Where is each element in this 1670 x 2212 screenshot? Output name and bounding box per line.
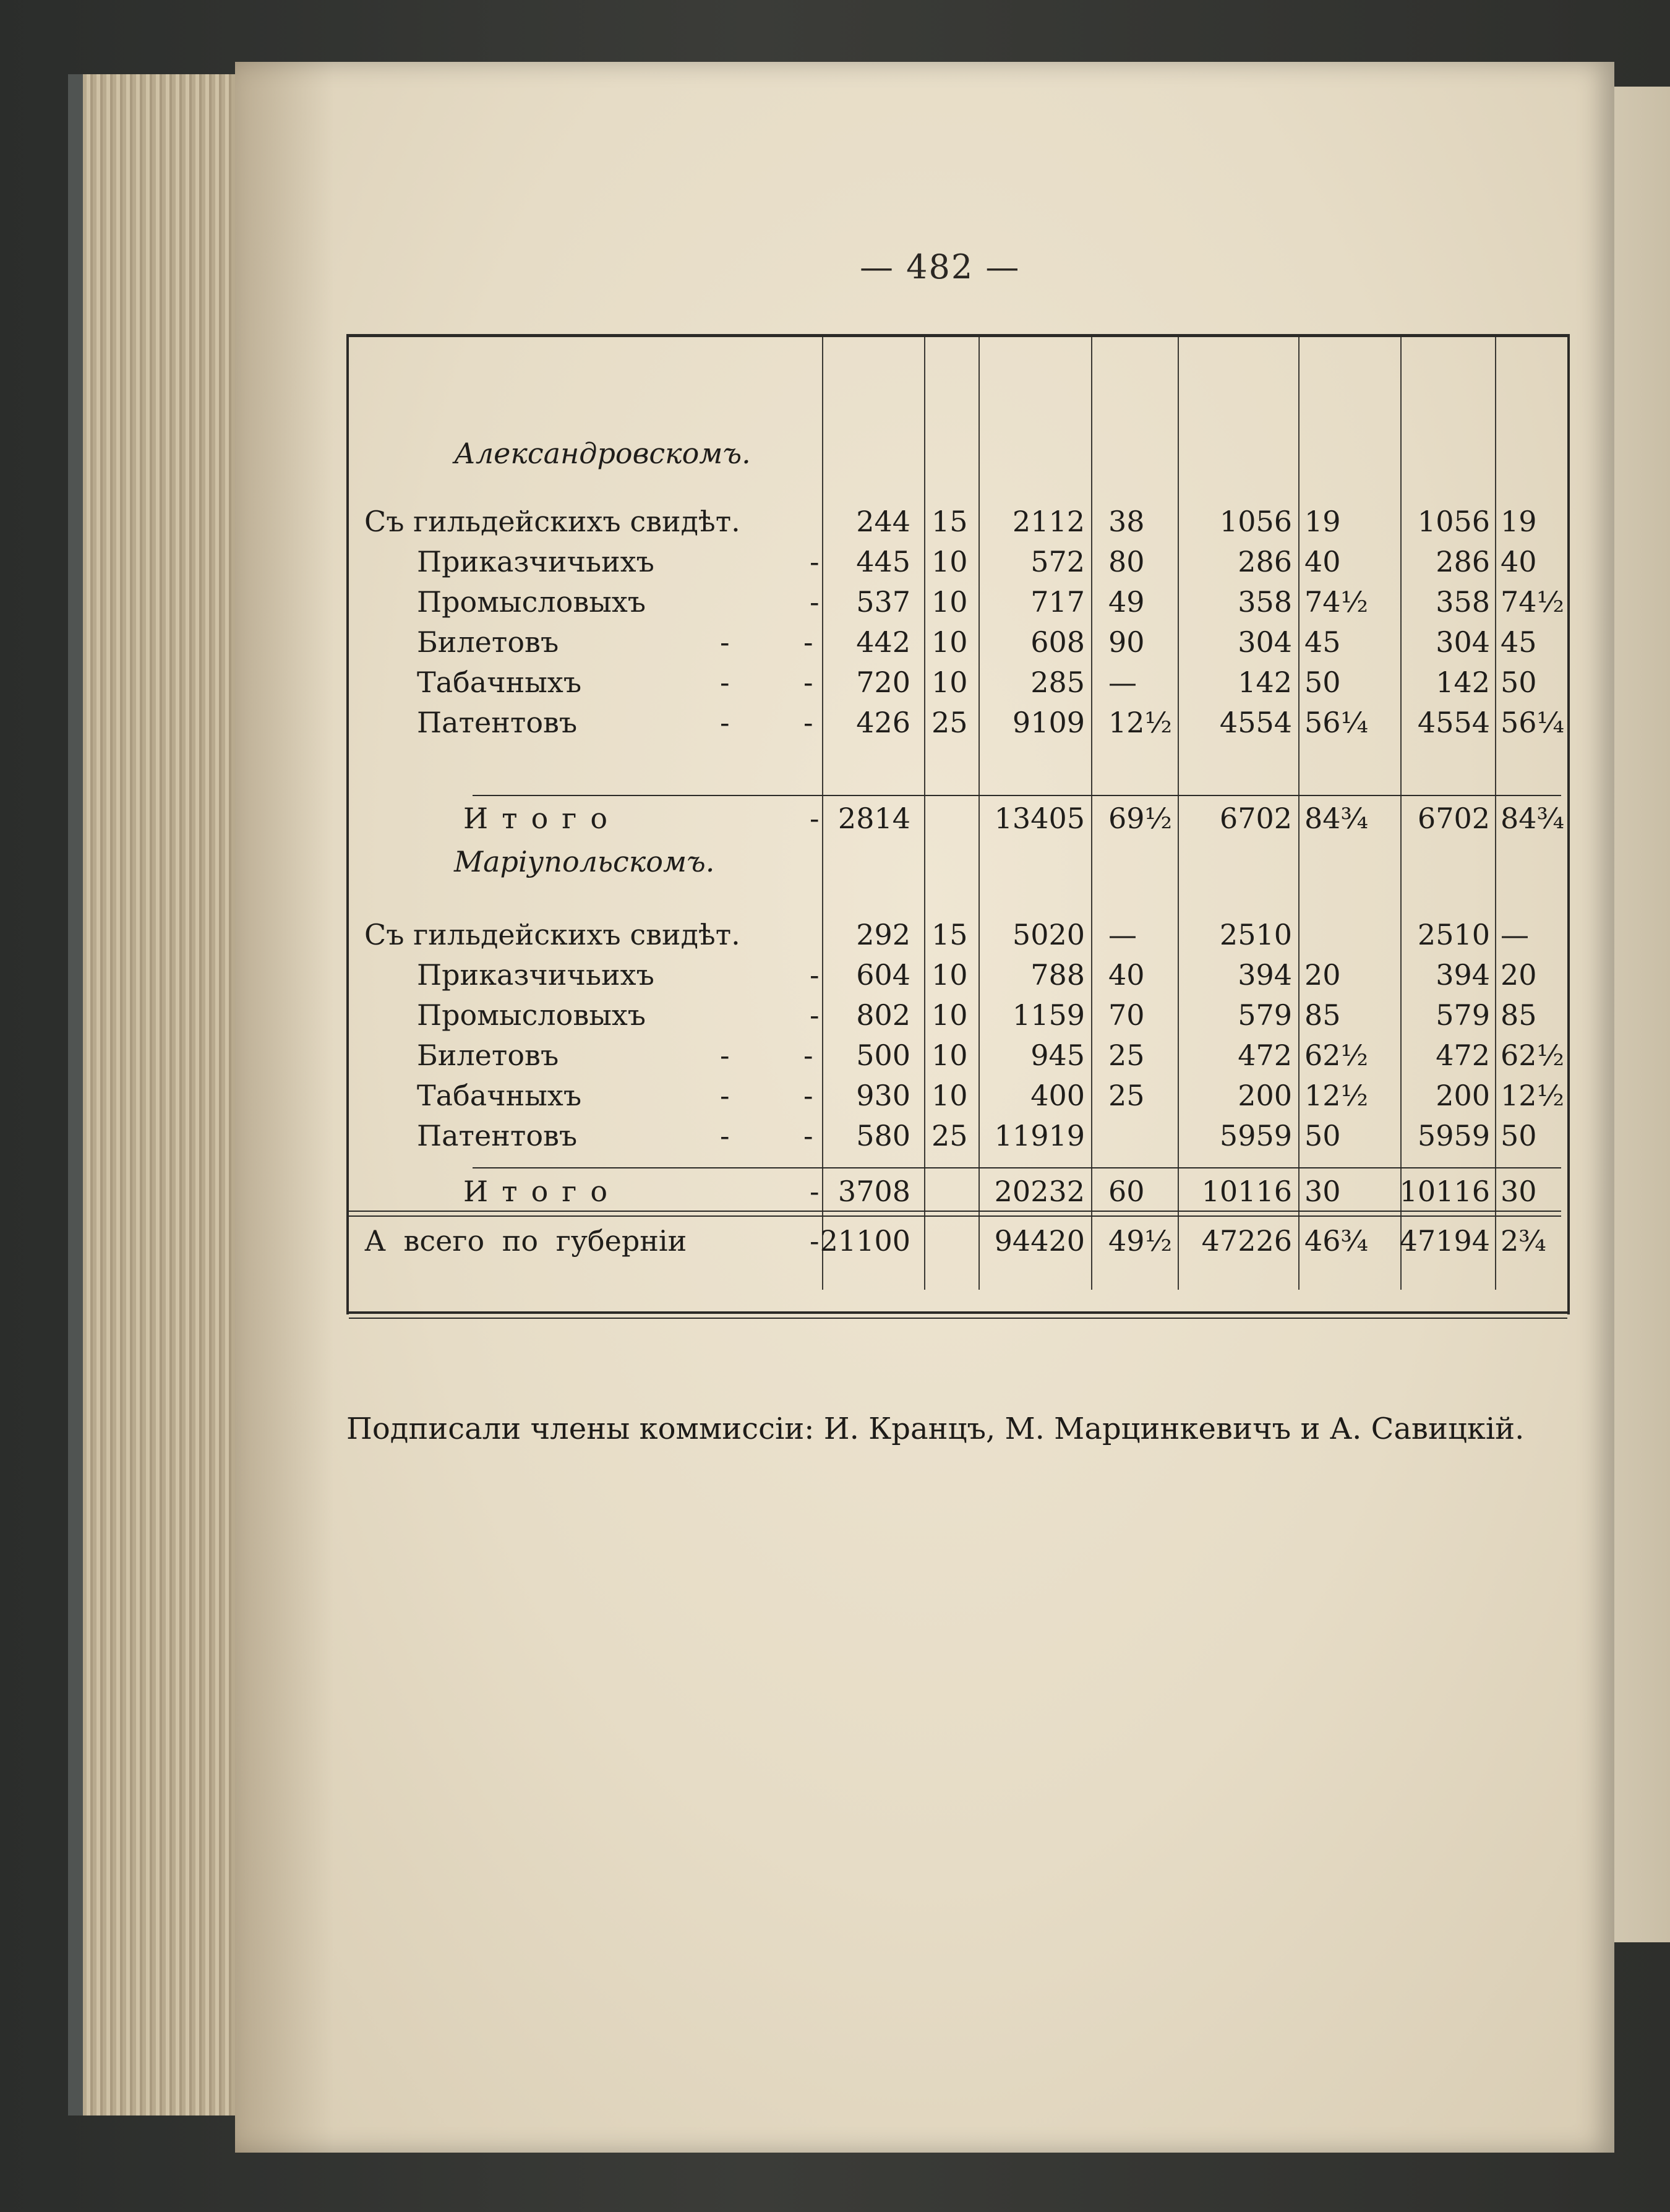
cell-c5: 472: [1238, 1039, 1292, 1072]
cell-c6: 45: [1304, 625, 1341, 659]
cell-c5: 2510: [1219, 918, 1292, 951]
cell-c1: 2814: [837, 802, 910, 835]
ditto-dash: -: [803, 706, 813, 739]
cell-c1: 930: [856, 1079, 910, 1112]
commission-signature: Подписали члены коммиссіи: И. Кранцъ, М. Марцинкевичъ и А. Савицкій.: [346, 1412, 1525, 1446]
row-label: Табачныхъ: [417, 666, 582, 699]
cell-c2: 10: [931, 958, 968, 992]
cell-c6: 56¼: [1304, 706, 1369, 739]
cell-c6: 12½: [1304, 1079, 1369, 1112]
cell-c7: 2510: [1417, 918, 1490, 951]
ditto-dash: -: [810, 1224, 820, 1258]
cell-c7: 286: [1436, 545, 1490, 578]
cell-c1: 3708: [837, 1175, 910, 1208]
cell-c4: 38: [1108, 505, 1145, 538]
cell-c4: 25: [1108, 1079, 1145, 1112]
cell-c3: 5020: [1012, 918, 1085, 951]
cell-c1: 442: [856, 625, 910, 659]
total-row: [349, 798, 1567, 838]
cell-c6: 85: [1304, 998, 1341, 1032]
cell-c2: 25: [931, 706, 968, 739]
cell-c3: 572: [1030, 545, 1085, 578]
cell-c5: 579: [1238, 998, 1292, 1032]
cell-c2: 10: [931, 545, 968, 578]
cell-c4: 40: [1108, 958, 1145, 992]
ditto-dash: -: [810, 545, 820, 578]
table-row: [349, 501, 1567, 541]
row-label: Патентовъ: [417, 1119, 578, 1152]
row-label: Табачныхъ: [417, 1079, 582, 1112]
cell-c7: 394: [1436, 958, 1490, 992]
cell-c5: 1056: [1219, 505, 1292, 538]
table-row: [349, 954, 1567, 994]
table-row: [349, 1075, 1567, 1115]
cell-c5: 394: [1238, 958, 1292, 992]
table-row: [349, 541, 1567, 581]
cell-c3: 400: [1030, 1079, 1085, 1112]
cell-c5: 5959: [1219, 1119, 1292, 1152]
cell-c7: 472: [1436, 1039, 1490, 1072]
row-label: Промысловыхъ: [417, 585, 646, 619]
cell-c4: 70: [1108, 998, 1145, 1032]
cell-c3: 2112: [1012, 505, 1085, 538]
cell-c2: 10: [931, 585, 968, 619]
row-label: Билетовъ: [417, 1039, 559, 1072]
cell-c7: 4554: [1417, 706, 1490, 739]
row-label: Билетовъ: [417, 625, 559, 659]
cell-c8: 12½: [1501, 1079, 1565, 1112]
cell-c5: 200: [1238, 1079, 1292, 1112]
cell-c6: 20: [1304, 958, 1341, 992]
section-title: Маріупольскомъ.: [454, 845, 715, 878]
row-label: А всего по губерніи: [364, 1224, 687, 1258]
ditto-dash: -: [720, 666, 730, 699]
cell-c1: 445: [856, 545, 910, 578]
cell-c4: 12½: [1108, 706, 1173, 739]
cell-c3: 285: [1030, 666, 1085, 699]
cell-c3: 945: [1030, 1039, 1085, 1072]
cell-c3: 788: [1030, 958, 1085, 992]
cell-c4: 49: [1108, 585, 1145, 619]
cell-c5: 47226: [1201, 1224, 1292, 1258]
cell-c8: 30: [1501, 1175, 1537, 1208]
cell-c7: 142: [1436, 666, 1490, 699]
cell-c1: 500: [856, 1039, 910, 1072]
row-label: Съ гильдейскихъ свидѣт.: [364, 505, 740, 538]
cell-c1: 580: [856, 1119, 910, 1152]
ditto-dash: -: [810, 958, 820, 992]
cell-c4: —: [1108, 918, 1137, 951]
cell-c8: 40: [1501, 545, 1537, 578]
revenue-table: [346, 334, 1570, 1314]
ditto-dash: -: [720, 625, 730, 659]
cell-c8: —: [1501, 918, 1529, 951]
ditto-dash: -: [803, 1119, 813, 1152]
cell-c5: 358: [1238, 585, 1292, 619]
cell-c3: 717: [1030, 585, 1085, 619]
cell-c3: 9109: [1012, 706, 1085, 739]
row-label: Съ гильдейскихъ свидѣт.: [364, 918, 740, 951]
cell-c6: 19: [1304, 505, 1341, 538]
cell-c5: 6702: [1219, 802, 1292, 835]
table-bottom-rule: [349, 1311, 1567, 1314]
total-row: [349, 1171, 1567, 1211]
cell-c1: 292: [856, 918, 910, 951]
table-bottom-rule-2: [349, 1318, 1567, 1319]
cell-c6: 40: [1304, 545, 1341, 578]
table-row: [349, 581, 1567, 621]
cell-c6: 74½: [1304, 585, 1369, 619]
cell-c7: 1056: [1417, 505, 1490, 538]
cell-c1: 426: [856, 706, 910, 739]
cell-c7: 5959: [1417, 1119, 1490, 1152]
subtotal-rule: [473, 795, 1561, 796]
ditto-dash: -: [720, 1039, 730, 1072]
cell-c1: 21100: [820, 1224, 910, 1258]
cell-c8: 19: [1501, 505, 1537, 538]
cell-c6: 46¾: [1304, 1224, 1369, 1258]
grand-total-row: [349, 1220, 1567, 1260]
table-row: [349, 622, 1567, 661]
cell-c2: 25: [931, 1119, 968, 1152]
grand-total-rule: [349, 1211, 1561, 1217]
row-label: Приказчичьихъ: [417, 958, 654, 992]
row-label: Итого: [463, 802, 622, 835]
cell-c8: 50: [1501, 666, 1537, 699]
section-heading: [349, 433, 1567, 473]
cell-c5: 286: [1238, 545, 1292, 578]
section-heading: [349, 841, 1567, 881]
cell-c8: 50: [1501, 1119, 1537, 1152]
row-label: Промысловыхъ: [417, 998, 646, 1032]
cell-c7: 304: [1436, 625, 1490, 659]
cell-c3: 20232: [994, 1175, 1085, 1208]
cell-c5: 4554: [1219, 706, 1292, 739]
table-row: [349, 914, 1567, 954]
cell-c8: 62½: [1501, 1039, 1565, 1072]
cell-c6: 30: [1304, 1175, 1341, 1208]
cell-c4: 69½: [1108, 802, 1173, 835]
cell-c6: 50: [1304, 1119, 1341, 1152]
cell-c4: 60: [1108, 1175, 1145, 1208]
page-number: — 482 —: [860, 247, 1021, 286]
cell-c4: 49½: [1108, 1224, 1173, 1258]
cell-c8: 56¼: [1501, 706, 1565, 739]
cell-c4: 25: [1108, 1039, 1145, 1072]
cell-c8: 20: [1501, 958, 1537, 992]
cell-c7: 358: [1436, 585, 1490, 619]
table-row: [349, 1035, 1567, 1074]
cell-c4: —: [1108, 666, 1137, 699]
cell-c8: 84¾: [1501, 802, 1565, 835]
ditto-dash: -: [803, 625, 813, 659]
cell-c2: 10: [931, 666, 968, 699]
ditto-dash: -: [803, 1079, 813, 1112]
cell-c1: 537: [856, 585, 910, 619]
cell-c6: 62½: [1304, 1039, 1369, 1072]
ditto-dash: -: [810, 585, 820, 619]
ditto-dash: -: [803, 1039, 813, 1072]
cell-c3: 608: [1030, 625, 1085, 659]
row-label: Итого: [463, 1175, 622, 1208]
cell-c6: 84¾: [1304, 802, 1369, 835]
table-row: [349, 995, 1567, 1034]
table-row: [349, 702, 1567, 742]
cell-c5: 10116: [1201, 1175, 1292, 1208]
row-label: Приказчичьихъ: [417, 545, 654, 578]
cell-c1: 604: [856, 958, 910, 992]
ditto-dash: -: [810, 1175, 820, 1208]
ditto-dash: -: [810, 998, 820, 1032]
cell-c4: 80: [1108, 545, 1145, 578]
cell-c2: 10: [931, 1039, 968, 1072]
cell-c2: 10: [931, 998, 968, 1032]
table-row: [349, 1115, 1567, 1155]
subtotal-rule: [473, 1167, 1561, 1168]
cell-c7: 10116: [1399, 1175, 1490, 1208]
cell-c8: 45: [1501, 625, 1537, 659]
cell-c2: 15: [931, 505, 968, 538]
table-row: [349, 662, 1567, 701]
cell-c7: 200: [1436, 1079, 1490, 1112]
ditto-dash: -: [803, 666, 813, 699]
cell-c7: 47194: [1399, 1224, 1490, 1258]
cell-c2: 15: [931, 918, 968, 951]
cell-c6: 50: [1304, 666, 1341, 699]
cell-c5: 142: [1238, 666, 1292, 699]
cell-c5: 304: [1238, 625, 1292, 659]
cell-c3: 1159: [1012, 998, 1085, 1032]
cell-c1: 720: [856, 666, 910, 699]
cell-c3: 13405: [994, 802, 1085, 835]
book-page-edges: [68, 74, 244, 2116]
cell-c2: 10: [931, 625, 968, 659]
ditto-dash: -: [720, 706, 730, 739]
ditto-dash: -: [810, 802, 820, 835]
ditto-dash: -: [720, 1119, 730, 1152]
page-gutter-shadow: [235, 62, 334, 2153]
cell-c8: 85: [1501, 998, 1537, 1032]
cell-c2: 10: [931, 1079, 968, 1112]
cell-c7: 6702: [1417, 802, 1490, 835]
cell-c1: 802: [856, 998, 910, 1032]
cell-c7: 579: [1436, 998, 1490, 1032]
section-title: Александровскомъ.: [454, 437, 751, 470]
cell-c3: 11919: [994, 1119, 1085, 1152]
cell-c8: 2¾: [1501, 1224, 1546, 1258]
cell-c8: 74½: [1501, 585, 1565, 619]
cell-c1: 244: [856, 505, 910, 538]
row-label: Патентовъ: [417, 706, 578, 739]
ditto-dash: -: [720, 1079, 730, 1112]
cell-c4: 90: [1108, 625, 1145, 659]
cell-c3: 94420: [994, 1224, 1085, 1258]
